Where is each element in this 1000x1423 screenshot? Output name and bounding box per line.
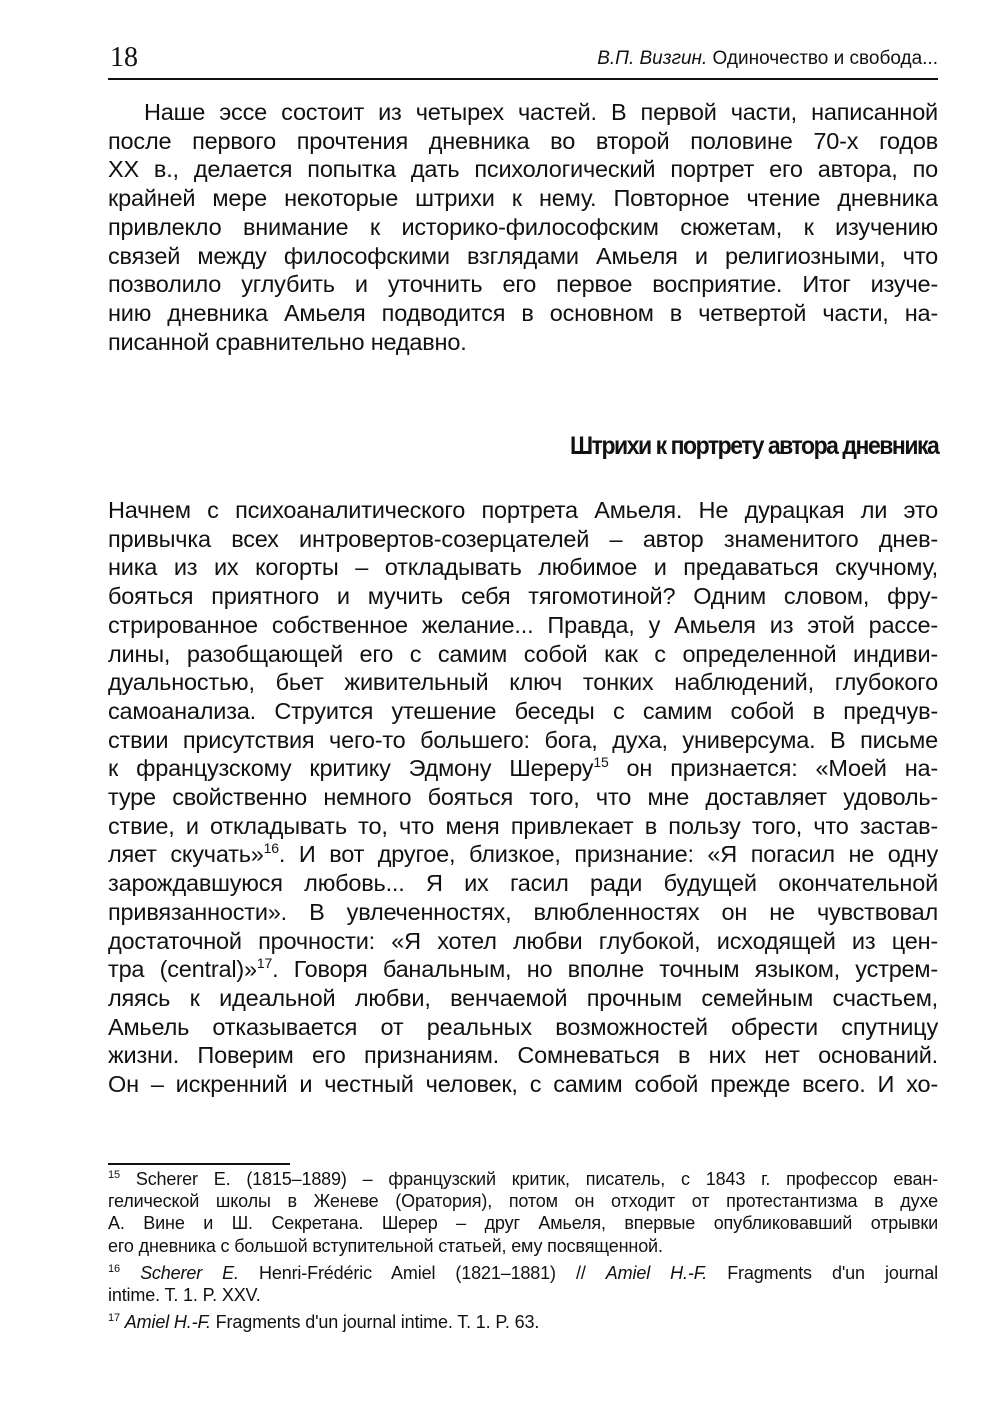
intro-line: позволило углубить и уточнить его первое восприятие. Итог изуче- (108, 271, 938, 298)
body-line: привычка всех интровертов-созерцателей – автор знаменитого днев- (108, 525, 938, 552)
body-line: Начнем с психоаналитического портрета Амьеля. Не дурацкая ли это (108, 497, 938, 523)
body-line: туре свойственно немного бояться того, что мне доставляет удоволь- (108, 784, 938, 811)
body-line: привязанности». В увлеченностях, влюбленностях он не чувствовал (108, 898, 938, 925)
running-head-title: Одиночество и свобода... (712, 48, 938, 69)
footnote-rule (108, 1163, 290, 1165)
intro-line: крайней мере некоторые штрихи к нему. Повторное чтение дневника (108, 185, 938, 212)
body-line: бояться приятного и мучить себя тягомотиной? Одним словом, фру- (108, 583, 938, 610)
body-line: дуальностью, бьет живительный ключ тонких наблюдений, глубокого (108, 669, 938, 696)
body-line: Амьель отказывается от реальных возможностей обрести спутницу (108, 1013, 938, 1040)
footnote-16 (108, 1262, 938, 1306)
body-text: к французскому критику Эдмону Шереру (108, 755, 594, 782)
body-line: жизни. Поверим его признаниям. Сомневаться в них нет оснований. (108, 1042, 938, 1069)
body-line: зарождавшуюся любовь... Я их гасил ради будущей окончательной (108, 870, 938, 897)
footnote-line (108, 1168, 938, 1190)
footnotes (108, 1168, 938, 1338)
body-text: . И вот другое, близкое, признание: «Я погасил не одну (278, 841, 938, 868)
footnote-line: А. Вине и Ш. Секретана. Шерер – друг Амьеля, впервые опубликовавший отрывки (108, 1213, 938, 1234)
intro-line: привлекло внимание к историко-философским сюжетам, к изучению (108, 213, 938, 240)
body-text: ляет скучать» (108, 841, 264, 868)
body-line: лины, разобщающей его с самим собой как с определенной индиви- (108, 640, 938, 667)
footnote-line (108, 1262, 938, 1284)
intro-line: после первого прочтения дневника во второй половине 70-х годов (108, 127, 938, 154)
body-line: ствии присутствия чего-то большего: бога, духа, универсума. В письме (108, 726, 938, 753)
page-number: 18 (110, 42, 138, 73)
footnote-text: Henri-Frédéric Amiel (1821–1881) // (238, 1262, 606, 1283)
footnote-text: Fragments d'un journal (707, 1262, 938, 1283)
intro-line: Наше эссе состоит из четырех частей. В первой части, написанной (144, 99, 938, 125)
body-paragraph (108, 496, 938, 1099)
body-line: ляясь к идеальной любви, венчаемой прочным семейным счастьем, (108, 984, 938, 1011)
footnote-author: Amiel H.-F. (124, 1312, 211, 1333)
footnote-number: 17 (108, 1312, 120, 1325)
intro-line: XX в., делается попытка дать психологический портрет его автора, по (108, 156, 938, 183)
footnote-author: Amiel H.-F. (605, 1262, 708, 1283)
footnote-number: 16 (108, 1262, 120, 1275)
footnote-ref-15: 15 (593, 754, 609, 771)
body-line: ствие, и откладывать то, что меня привлекает в пользу того, что застав- (108, 812, 938, 839)
footnote-author: Scherer E. (140, 1262, 239, 1283)
body-line (108, 955, 938, 984)
header-rule (108, 78, 938, 80)
footnote-17 (108, 1311, 938, 1333)
body-text: он признается: «Моей на- (608, 755, 938, 782)
footnote-ref-16: 16 (263, 840, 279, 857)
footnote-ref-17: 17 (256, 955, 273, 972)
intro-line: связей между философскими взглядами Амьеля и религиозными, что (108, 242, 938, 269)
footnote-line: гелической школы в Женеве (Оратория), потом он отходит от протестантизма в духе (108, 1191, 938, 1212)
intro-line: писанной сравнительно недавно. (108, 328, 467, 355)
footnote-line (108, 1311, 938, 1333)
body-line: Он – искренний и честный человек, с самим собой прежде всего. И хо- (108, 1071, 938, 1098)
running-head-author: В.П. Визгин. (597, 48, 708, 69)
body-line (108, 754, 938, 783)
footnote-text: Scherer E. (1815–1889) – французский критик, писатель, с 1843 г. профессор еван- (135, 1169, 938, 1189)
body-line: достаточной прочности: «Я хотел любви глубокой, исходящей из цен- (108, 927, 938, 954)
body-text: тра (central)» (108, 956, 257, 983)
footnote-line: intime. T. 1. P. XXV. (108, 1285, 261, 1306)
section-title: Штрихи к портрету автора дневника (569, 432, 938, 460)
footnote-line: его дневника с большой вступительной статьей, ему посвященной. (108, 1235, 663, 1256)
footnote-15 (108, 1168, 938, 1257)
body-line (108, 840, 938, 869)
footnote-number: 15 (108, 1169, 120, 1181)
body-line: самоанализа. Струится утешение беседы с самим собой в предчув- (108, 697, 938, 724)
intro-paragraph (108, 98, 938, 356)
intro-line: нию дневника Амьеля подводится в основном в четвертой части, на- (108, 299, 938, 326)
body-text: . Говоря банальным, но вполне точным языком, устрем- (272, 956, 938, 983)
page-header (108, 42, 938, 78)
body-line: стрированное собственное желание... Правда, у Амьеля из этой рассе- (108, 611, 938, 638)
running-head (597, 48, 938, 70)
footnote-text: Fragments d'un journal intime. T. 1. P. 63. (210, 1312, 540, 1333)
body-line: ника из их когорты – откладывать любимое и предаваться скучному, (108, 554, 938, 581)
